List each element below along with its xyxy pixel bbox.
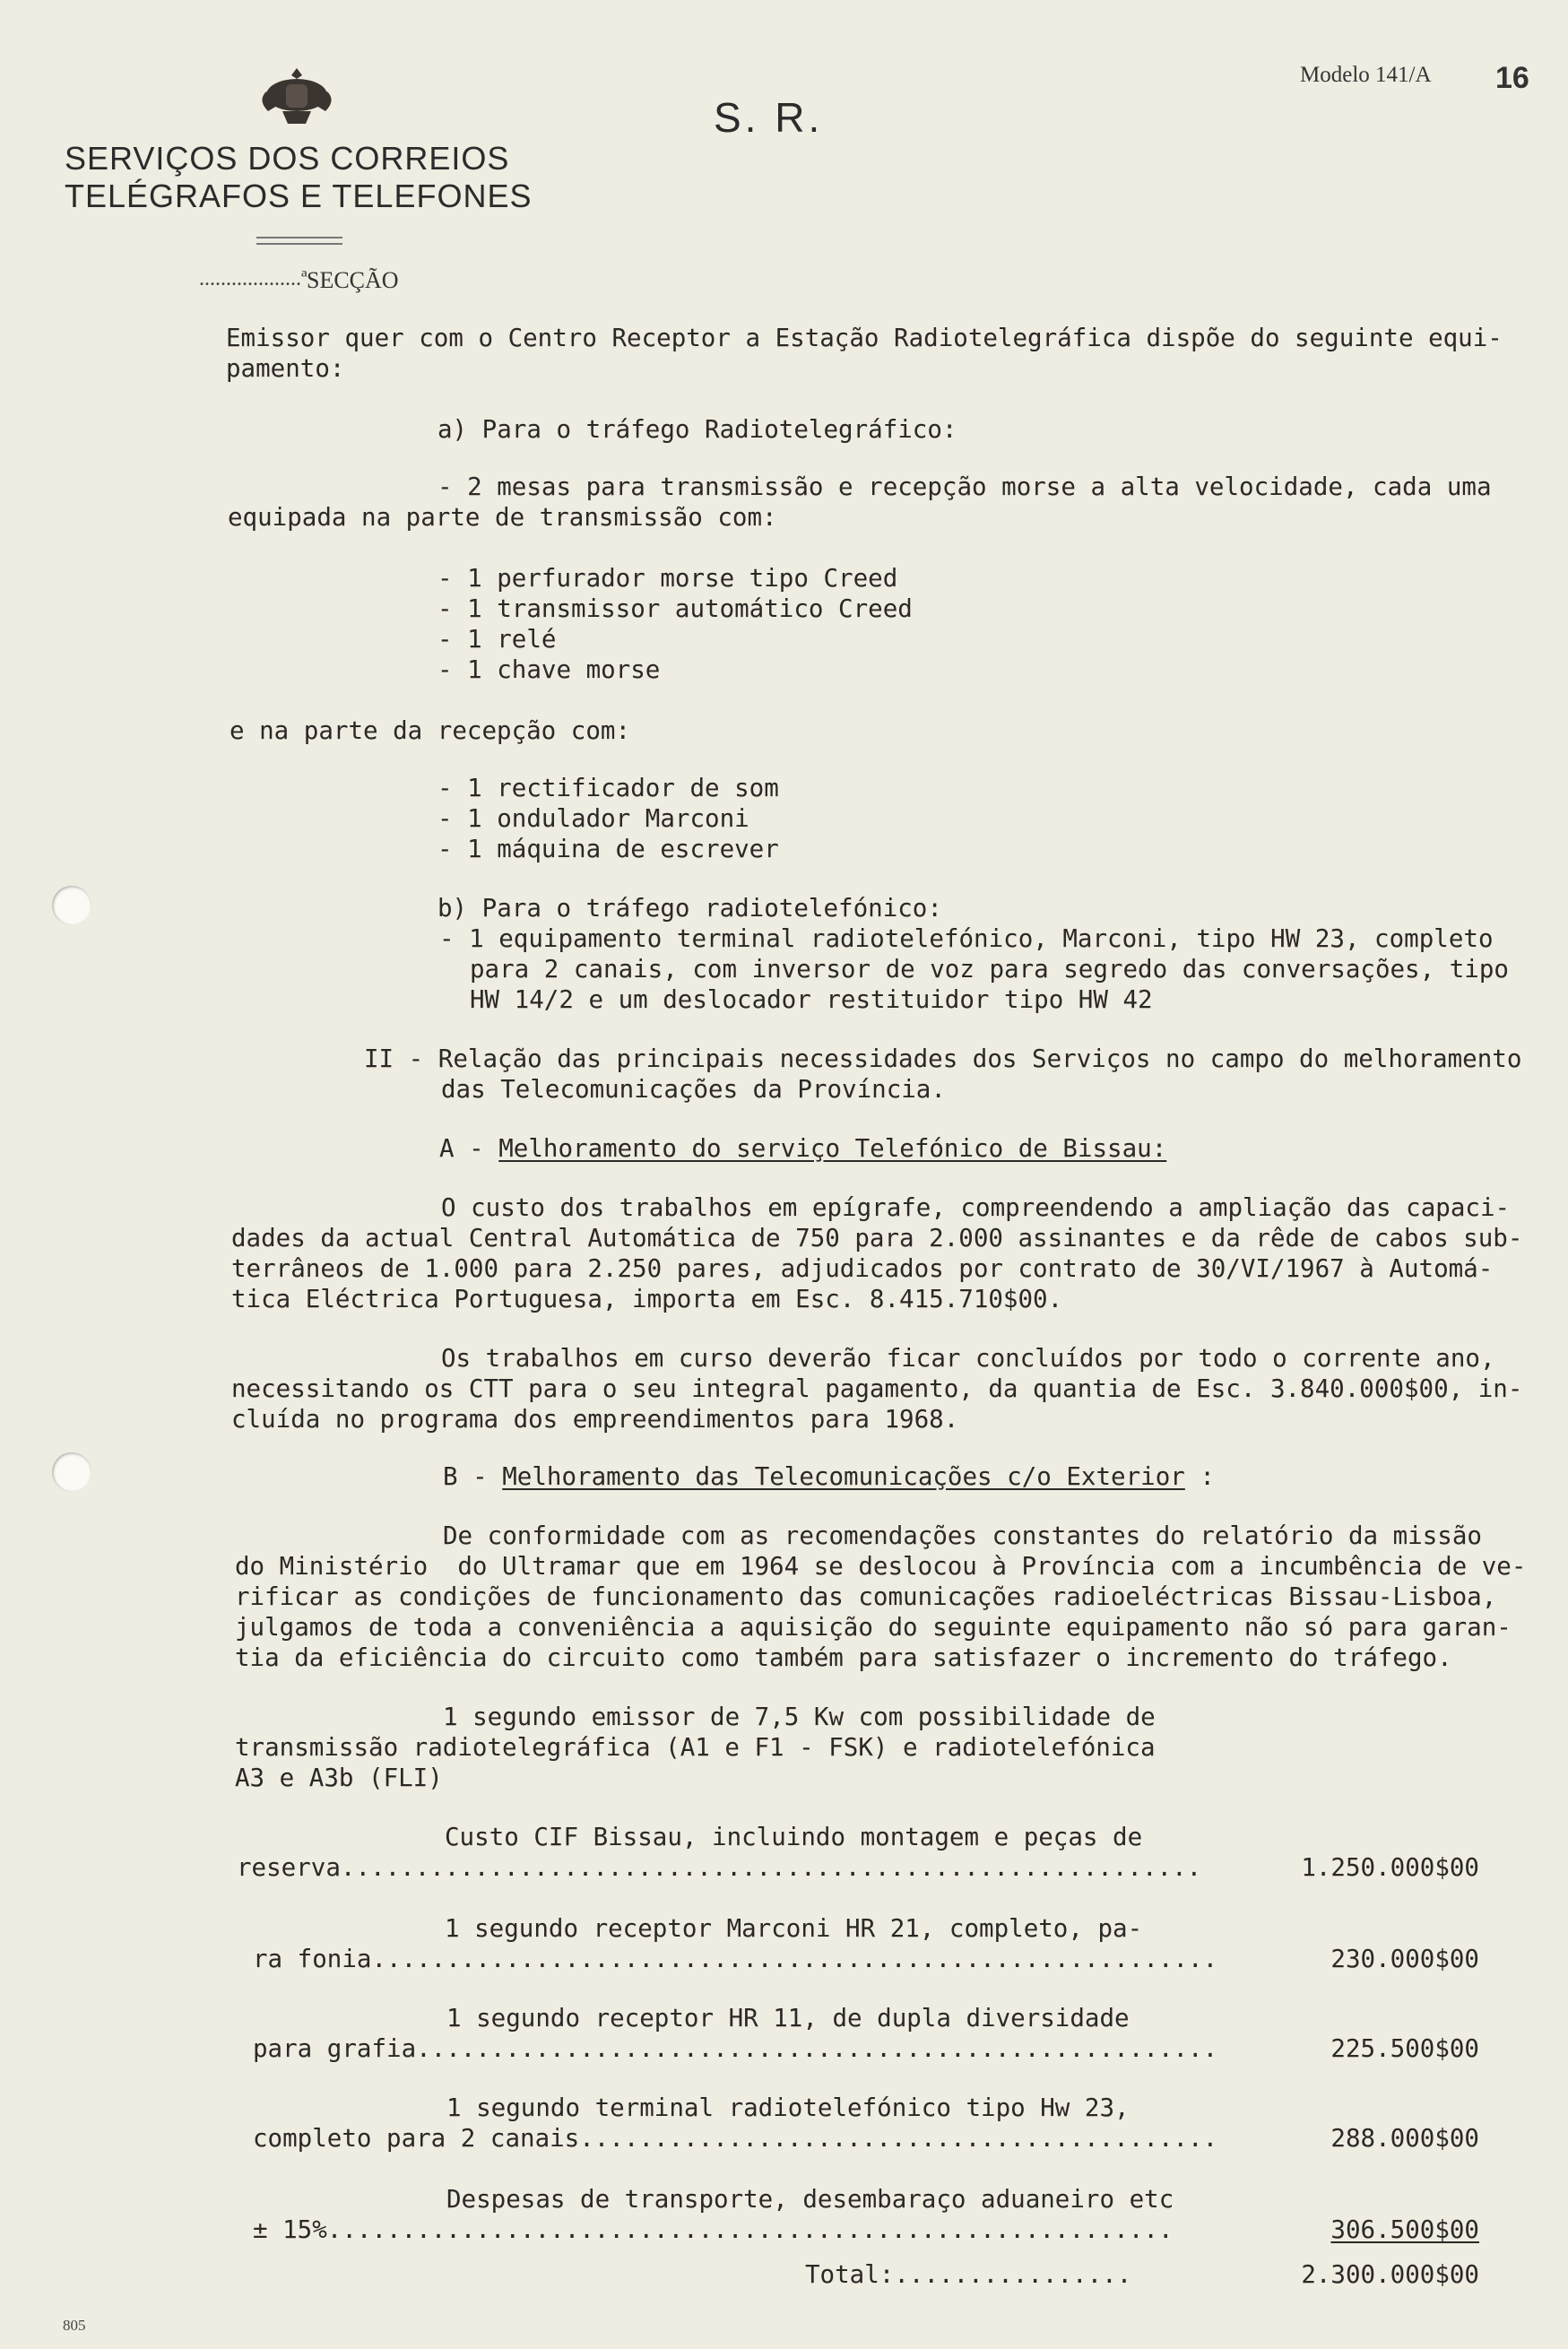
list-item: - 1 ondulador Marconi — [437, 804, 749, 833]
subheading-a: a) Para o tráfego Radiotelegráfico: — [437, 415, 957, 444]
paragraph-line: - 1 equipamento terminal radiotelefónico, Marconi, tipo HW 23, completo — [439, 924, 1494, 953]
paragraph-line: 1 segundo emissor de 7,5 Kw com possibilidade de — [443, 1703, 1156, 1731]
cost-line: Custo CIF Bissau, incluindo montagem e peças de — [445, 1823, 1143, 1851]
cost-amount: 306.500$00 — [1330, 2215, 1479, 2244]
org-name-line1: SERVIÇOS DOS CORREIOS — [65, 140, 510, 177]
crest-icon — [256, 65, 338, 129]
page-number: 16 — [1495, 61, 1529, 95]
org-name-line2: TELÉGRAFOS E TELEFONES — [65, 178, 533, 214]
paragraph-line: De conformidade com as recomendações constantes do relatório da missão — [443, 1521, 1482, 1550]
paragraph-line: terrâneos de 1.000 para 2.250 pares, adjudicados por contrato de 30/VI/1967 à Automá- — [231, 1254, 1494, 1283]
paragraph-line: O custo dos trabalhos em epígrafe, compreendendo a ampliação das capaci- — [441, 1193, 1511, 1222]
paragraph-line: - 2 mesas para transmissão e recepção morse a alta velocidade, cada uma — [437, 472, 1492, 501]
paragraph-line: HW 14/2 e um deslocador restituidor tipo HW 42 — [470, 985, 1153, 1014]
subheading-b: b) Para o tráfego radiotelefónico: — [437, 894, 942, 923]
list-item: - 1 máquina de escrever — [437, 835, 779, 863]
intro-line: Emissor quer com o Centro Receptor a Estação Radiotelegráfica dispõe do seguinte equi- — [226, 324, 1503, 352]
cost-line: 1 segundo terminal radiotelefónico tipo Hw 23, — [446, 2093, 1130, 2122]
cost-line: 1 segundo receptor HR 11, de dupla diversidade — [446, 2004, 1130, 2033]
cost-line: Despesas de transporte, desembaraço aduaneiro etc — [446, 2185, 1174, 2214]
cost-line: reserva.......................................................... — [237, 1853, 1202, 1882]
paragraph-line: para 2 canais, com inversor de voz para segredo das conversações, tipo — [470, 955, 1509, 984]
cost-line: ra fonia......................................................... — [253, 1945, 1218, 1973]
paragraph-line: julgamos de toda a conveniência a aquisição do seguinte equipamento não só para garan- — [235, 1613, 1512, 1642]
paragraph-line: A3 e A3b (FLI) — [235, 1764, 443, 1792]
list-item: - 1 relé — [437, 625, 557, 654]
paragraph-line: e na parte da recepção com: — [230, 716, 631, 745]
punch-hole — [52, 886, 91, 925]
cost-amount: 230.000$00 — [1330, 1945, 1479, 1973]
total-amount: 2.300.000$00 — [1301, 2260, 1479, 2289]
cost-amount: 225.500$00 — [1330, 2034, 1479, 2063]
total-line: Total:................ — [805, 2260, 1132, 2289]
section-blank: ...................ª — [199, 267, 308, 290]
cost-line: ± 15%......................................................... — [253, 2215, 1174, 2244]
model-label: Modelo 141/A — [1300, 63, 1432, 87]
section-a-heading: A - Melhoramento do serviço Telefónico de Bissau: — [439, 1134, 1167, 1163]
paragraph-line: tia da eficiência do circuito como também para satisfazer o incremento do tráfego. — [235, 1643, 1452, 1672]
section-ii-line: II - Relação das principais necessidades dos Serviços no campo do melhoramento — [364, 1044, 1522, 1073]
list-item: - 1 chave morse — [437, 655, 661, 684]
paragraph-line: transmissão radiotelegráfica (A1 e F1 - FSK) e radiotelefónica — [235, 1733, 1156, 1762]
cost-line: 1 segundo receptor Marconi HR 21, completo, pa- — [445, 1914, 1143, 1943]
list-item: - 1 perfurador morse tipo Creed — [437, 564, 898, 593]
section-ii-line: das Telecomunicações da Província. — [441, 1075, 946, 1104]
section-label: SECÇÃO — [307, 267, 399, 293]
list-item: - 1 transmissor automático Creed — [437, 594, 913, 623]
punch-hole — [52, 1452, 91, 1492]
section-b-heading: B - Melhoramento das Telecomunicações c/o Exterior : — [443, 1462, 1215, 1491]
paragraph-line: tica Eléctrica Portuguesa, importa em Esc. 8.415.710$00. — [231, 1285, 1063, 1313]
list-item: - 1 rectificador de som — [437, 774, 779, 802]
paragraph-line: Os trabalhos em curso deverão ficar concluídos por todo o corrente ano, — [441, 1344, 1495, 1373]
paragraph-line: dades da actual Central Automática de 750 para 2.000 assinantes e da rêde de cabos sub- — [231, 1224, 1523, 1253]
cost-line: para grafia...................................................... — [253, 2034, 1218, 2063]
cost-amount: 1.250.000$00 — [1301, 1853, 1479, 1882]
cost-amount: 288.000$00 — [1330, 2124, 1479, 2153]
header-divider — [256, 237, 342, 245]
paragraph-line: equipada na parte de transmissão com: — [228, 503, 777, 532]
paragraph-line: rificar as condições de funcionamento das comunicações radioeléctricas Bissau-Lisboa, — [235, 1582, 1497, 1611]
paragraph-line: do Ministério do Ultramar que em 1964 se deslocou à Província com a incumbência de ve- — [235, 1552, 1527, 1581]
sr-mark: S. R. — [714, 94, 824, 141]
form-code: 805 — [63, 2317, 86, 2334]
paragraph-line: cluída no programa dos empreendimentos para 1968. — [231, 1405, 959, 1434]
cost-line: completo para 2 canais........................................... — [253, 2124, 1218, 2153]
paragraph-line: necessitando os CTT para o seu integral pagamento, da quantia de Esc. 3.840.000$00, in- — [231, 1374, 1523, 1403]
intro-line: pamento: — [226, 354, 345, 383]
